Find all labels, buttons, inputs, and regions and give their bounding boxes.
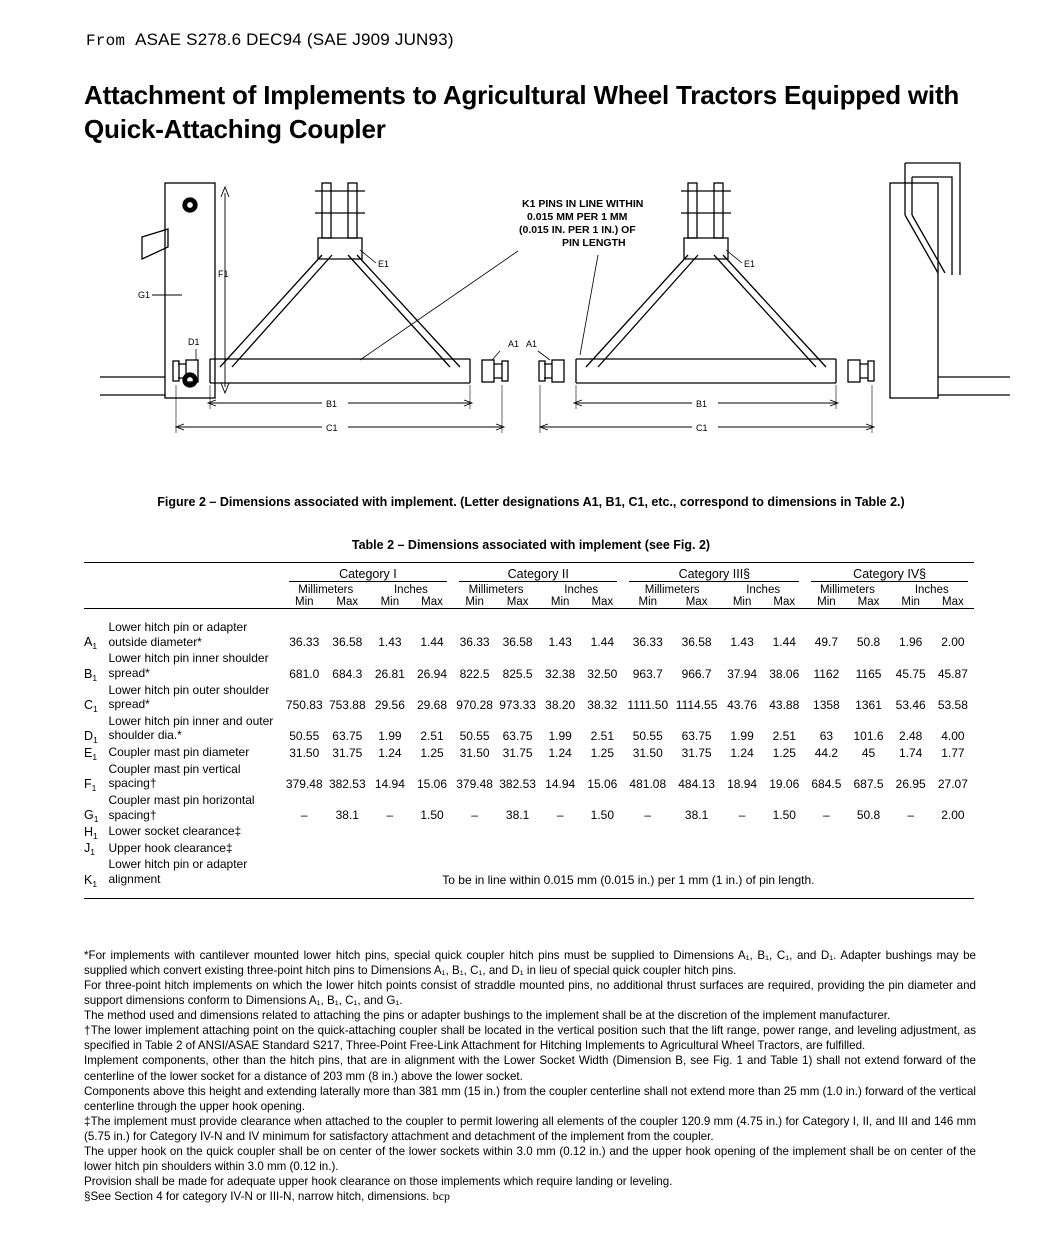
row-description: Lower socket clearance‡ [108,824,242,839]
cell-value: 36.58 [502,635,533,650]
footnote: Implement components, other than the hitch pins, that are in alignment with the Lower Socket Width (Dimension B, see Fig. 1 and Table 1) shall not extend forward of the centerline of the lower socket for a distance of 203 mm (8 in.) above the lower socket. [84,1054,976,1083]
cell-value: 970.28 [456,697,493,712]
category-header-1: Category I [339,567,397,581]
cell-value: 36.33 [289,635,320,650]
cell-value: 681.0 [289,666,320,681]
table-row [84,824,974,841]
row-description: Lower hitch pin or adapter alignment [108,857,248,886]
cell-value: 26.94 [416,666,448,681]
cell-value: – [300,808,308,823]
minmax-4: Max [421,596,443,608]
cell-value: 43.88 [769,697,800,712]
cell-value: 2.51 [772,729,796,743]
row-symbol-letter: A [84,635,93,650]
dimensions-table [84,562,974,902]
svg-text:PIN LENGTH: PIN LENGTH [562,237,626,249]
cat2-underline [459,581,617,582]
svg-text:F1: F1 [218,269,229,279]
row-description: Lower hitch pin outer shoulder spread* [108,682,270,712]
cell-value: 1358 [813,697,840,712]
table-row [84,620,974,651]
row-symbol-sub: 1 [93,830,98,841]
implement-dimensions-diagram [60,155,1010,485]
cell-value: 2.48 [898,729,923,743]
cell-value: 31.75 [681,745,712,760]
minmax-6: Max [506,596,529,608]
cell-value: 31.50 [289,745,320,760]
cell-value: 1.25 [590,745,614,760]
minmax-5: Min [465,596,484,608]
svg-text:K1 PINS IN LINE WITHIN: K1 PINS IN LINE WITHIN [522,198,644,210]
cell-value: 38.06 [769,666,800,681]
footnote: For three-point hitch implements on which the lower hitch points consist of straddle mounted pins, no additional thrust surfaces are required, providing the pin diameter and support dimensions conform to Dimensions A₁, B₁, C₁, and G₁. [84,979,976,1008]
cell-value: 26.95 [895,776,926,791]
minmax-2: Max [336,596,359,608]
cell-value: – [556,808,564,823]
cell-value: 45.87 [937,666,968,681]
cell-value: 63.75 [502,729,533,743]
cell-value: 38.1 [505,808,530,823]
table-row [84,745,974,762]
row-symbol-letter: K [84,872,93,887]
minmax-11: Min [732,596,752,608]
cell-value: 14.94 [545,776,576,791]
cell-value: 1.25 [772,745,796,760]
cell-value: 32.38 [545,666,576,681]
cell-value: 2.00 [941,635,965,650]
cell-value: 382.53 [328,776,366,791]
cell-value: 1.43 [378,635,402,650]
minmax-header-row [84,596,974,609]
row-description: Lower hitch pin inner and outer shoulder dia.* [108,713,274,743]
cell-value: 1.24 [730,745,754,760]
cat1-underline [289,581,447,582]
svg-text:A1: A1 [508,339,520,349]
table-row [84,651,974,682]
cell-value: 1.99 [548,729,572,743]
cell-value: 18.94 [727,776,758,791]
cell-value: 4.00 [941,729,965,743]
source-text: ASAE S278.6 DEC94 (SAE J909 JUN93) [135,30,454,49]
minmax-14: Max [857,596,880,608]
row-symbol-letter: G [84,808,94,823]
unit-header-row [84,584,974,596]
cell-value: 53.58 [937,697,968,712]
minmax-13: Min [817,596,836,608]
cell-value: 37.94 [727,666,758,681]
row-symbol-sub: 1 [90,847,95,858]
footnote: The method used and dimensions related to attaching the pins or adapter bushings to the implement shall be at the discretion of the implement manufacturer. [84,1009,891,1023]
cell-value: 43.76 [727,697,758,712]
unit-mm-3: Millimeters [644,584,700,596]
cell-value: 1.50 [420,808,444,823]
cell-value: 966.7 [681,666,712,681]
row-description: Coupler mast pin horizontal spacing† [108,792,255,822]
cell-value: 1114.55 [675,697,718,712]
cell-value: 379.48 [285,776,323,791]
cell-value: 50.55 [632,729,663,743]
footnote-last [84,1189,976,1205]
cell-value: 1162 [813,666,840,681]
table-row [84,762,974,793]
figure-2-drawing [60,155,1010,485]
cell-value: 27.07 [937,776,968,791]
cell-value: 50.55 [459,729,490,743]
row-symbol-sub: 1 [92,878,98,889]
cat3-underline [629,581,799,582]
svg-text:C1: C1 [326,423,338,433]
svg-text:C1: C1 [696,423,708,433]
cell-value: 31.75 [332,745,363,760]
row-symbol-letter: E [84,745,93,760]
cell-value: 36.33 [632,635,663,650]
cell-value: 1.24 [548,745,572,760]
cat4-underline [811,581,968,582]
page-title: Attachment of Implements to Agricultural Wheel Tractors Equipped with Quick-Attaching Coupler [84,80,960,145]
page-mark: bcp [432,1189,450,1203]
category-header-4: Category IV§ [853,567,927,581]
row-symbol [84,651,108,682]
row-symbol-sub: 1 [93,735,98,745]
row-description: Lower hitch pin or adapter outside diameter* [108,620,248,649]
cell-value: 50.8 [856,635,881,650]
cell-value: – [907,808,914,823]
row-symbol-sub: 1 [93,703,98,714]
cell-value: 963.7 [632,666,663,681]
table-bottom-rule [84,899,974,903]
category-header-row [84,567,974,581]
footnote: The upper hook on the quick coupler shall be on center of the lower sockets within 3.0 mm (0.12 in.) and the upper hook opening of the implement shall be on center of the lower hitch pin shoulders within 3.0 mm (0.12 in.). [84,1144,976,1173]
cell-value: 1.99 [730,729,754,743]
minmax-15: Min [901,596,920,608]
cell-value: 2.51 [590,729,614,743]
cell-value: – [471,808,478,823]
row-symbol [84,714,108,745]
row-symbol-sub: 1 [92,672,98,683]
row-symbol [84,683,108,714]
cell-value: 382.53 [499,776,536,791]
cell-value: 1.24 [378,745,402,760]
cell-value: 684.3 [332,666,363,681]
figure-caption [0,495,1062,509]
row-symbol [84,745,108,762]
table-row [84,683,974,714]
svg-text:0.015 MM PER 1 MM: 0.015 MM PER 1 MM [527,211,628,223]
cell-value: 1.25 [420,745,444,760]
cell-value: 26.81 [374,666,405,681]
category-header-3: Category III§ [678,567,751,581]
cell-value: 379.48 [456,776,493,791]
table-row [84,714,974,745]
category-header-2: Category II [507,567,569,581]
row-description: Coupler mast pin vertical spacing† [108,761,241,791]
row-symbol [84,857,108,888]
cell-value: 1.44 [590,635,614,650]
cell-value: 1361 [855,697,882,712]
row-symbol [84,841,108,858]
unit-in-4: Inches [914,584,949,596]
cell-value: 753.88 [328,697,366,712]
cell-value: 1.50 [590,808,614,823]
svg-text:(0.015 IN. PER 1 IN.) OF: (0.015 IN. PER 1 IN.) OF [519,224,636,236]
unit-in-2: Inches [564,584,599,596]
cell-value: 38.1 [684,808,709,823]
source-reference [86,30,454,50]
footnote-text: §See Section 4 for category IV-N or III-N, narrow hitch, dimensions. [84,1190,430,1203]
minmax-1: Min [295,596,314,608]
row-symbol-letter: F [84,776,92,791]
svg-text:D1: D1 [188,337,200,347]
cell-value: 1.44 [420,635,444,650]
cell-value: 1.96 [898,635,923,650]
unit-mm-4: Millimeters [819,584,875,596]
cell-value: – [644,808,652,823]
cell-value: 19.06 [769,776,800,791]
row-symbol-letter: J [84,841,91,856]
cell-value: 15.06 [416,776,448,791]
cell-value: 63.75 [332,729,363,743]
row-symbol-sub: 1 [93,814,99,825]
cell-value: 825.5 [502,666,533,681]
cell-value: 1165 [855,666,882,681]
row-symbol-sub: 1 [91,782,97,793]
cell-value: 29.56 [374,697,405,712]
cell-value: – [823,808,830,823]
minmax-8: Max [591,596,614,608]
row-symbol [84,793,108,824]
unit-mm-2: Millimeters [468,584,524,596]
table-row [84,841,974,858]
cell-value: 31.75 [502,745,533,760]
footnote: Provision shall be made for adequate upper hook clearance on those implements which require landing or leveling. [84,1174,673,1188]
minmax-7: Min [550,596,570,608]
footnote: Components above this height and extending laterally more than 381 mm (15 in.) from the coupler centerline shall not extend more than 25 mm (1.0 in.) forward of the vertical centerline through the upper hook opening. [84,1084,976,1113]
footnote: *For implements with cantilever mounted lower hitch pins, special quick coupler hitch pins must be supplied to Dimensions A₁, B₁, C₁, and D₁. Adapter bushings may be supplied which convert existing three-point hitch pins to Dimensions A₁, B₁, C₁, and D₁ in lieu of special quick coupler hitch pins. [84,949,976,978]
cell-value: 53.46 [895,697,926,712]
minmax-16: Max [942,596,964,608]
cell-value: 36.33 [459,635,490,650]
cell-value: 750.83 [285,697,323,712]
svg-text:G1: G1 [138,290,151,300]
cell-value: 1.50 [772,808,796,823]
cell-value: 45.75 [895,666,926,681]
svg-text:B1: B1 [696,399,708,409]
cell-value: 38.1 [335,808,359,823]
row-symbol [84,762,108,793]
cell-value: 45 [861,745,876,760]
row-span-note: To be in line within 0.015 mm (0.015 in.) per 1 mm (1 in.) of pin length. [442,872,815,887]
cell-value: 15.06 [587,776,618,791]
unit-mm-1: Millimeters [298,584,354,596]
footnotes-block [84,948,976,1205]
minmax-12: Max [773,596,796,608]
cell-value: 63 [819,729,834,743]
cell-value: 31.50 [459,745,490,760]
dimensions-table-wrapper [84,562,974,902]
cell-value: 484.13 [678,776,715,791]
cell-value: 1.44 [772,635,796,650]
unit-in-1: Inches [393,584,428,596]
minmax-9: Min [638,596,658,608]
svg-text:A1: A1 [526,339,538,349]
cell-value: 684.5 [811,776,842,791]
unit-in-3: Inches [746,584,781,596]
cell-value: 32.50 [587,666,618,681]
row-symbol-letter: H [84,824,94,839]
figure-caption-text: Figure 2 – Dimensions associated with implement. (Letter designations A1, B1, C1, etc., correspond to dimensions in Table 2.) [157,495,905,509]
cell-value: 50.8 [856,808,881,823]
cell-value: 1.99 [378,729,402,743]
svg-text:E1: E1 [378,259,390,269]
cell-value: 1111.50 [627,697,669,712]
cell-value: 49.7 [814,635,839,650]
cell-value: 101.6 [853,729,884,743]
cell-value: 481.08 [629,776,667,791]
row-symbol-sub: 1 [92,751,98,762]
cell-value: 1.43 [730,635,754,650]
footnote: ‡The implement must provide clearance when attached to the coupler to permit lowering all elements of the coupler 120.9 mm (4.75 in.) for Category I, II, and III and 146 mm (5.75 in.) for Category IV-N and IV minimum for satisfactory attachment and detachment of the implement from the coupler. [84,1114,976,1143]
cell-value: 687.5 [853,776,884,791]
cell-value: 44.2 [814,745,839,760]
cell-value: 29.68 [416,697,448,712]
table-row [84,793,974,824]
cell-value: 63.75 [681,729,712,743]
row-description: Lower hitch pin inner shoulder spread* [108,651,269,680]
cell-value: 50.55 [289,729,320,743]
cell-value: 14.94 [374,776,405,791]
row-description: Coupler mast pin diameter [108,745,250,759]
cell-value: 1.77 [941,745,965,760]
cell-value: 822.5 [459,666,490,681]
cell-value: 1.74 [898,745,923,760]
cell-value: – [386,808,394,823]
cell-value: 36.58 [332,635,363,650]
row-symbol-sub: 1 [92,641,98,652]
row-symbol [84,620,108,651]
minmax-10: Max [685,596,708,608]
table-caption [0,538,1062,552]
cell-value: 1.43 [548,635,572,650]
cell-value: – [738,808,746,823]
cell-value: 36.58 [681,635,712,650]
cell-value: 973.33 [499,697,536,712]
svg-text:B1: B1 [326,399,338,409]
row-description: Upper hook clearance‡ [108,840,233,855]
cell-value: 2.00 [941,808,965,823]
row-symbol-letter: D [84,729,94,743]
cell-value: 31.50 [632,745,663,760]
cell-value: 38.32 [587,697,618,712]
table-caption-text: Table 2 – Dimensions associated with implement (see Fig. 2) [351,538,711,552]
table-row [84,857,974,888]
minmax-3: Min [380,596,400,608]
row-symbol-letter: C [84,697,94,712]
svg-text:E1: E1 [744,259,756,269]
footnote: †The lower implement attaching point on the quick-attaching coupler shall be located in the vertical position such that the lift range, power range, and leveling adjustment, as specified in Table 2 of ANSI/ASAE Standard S217, Three-Point Free-Link Attachment for Hitching Implements to Agricultural Wheel Tractors, are fulfilled. [84,1024,976,1053]
cell-value: 2.51 [420,729,444,743]
row-symbol-letter: B [84,666,93,681]
source-prefix: From [86,32,126,50]
cell-value: 38.20 [545,697,576,712]
row-symbol [84,824,108,841]
